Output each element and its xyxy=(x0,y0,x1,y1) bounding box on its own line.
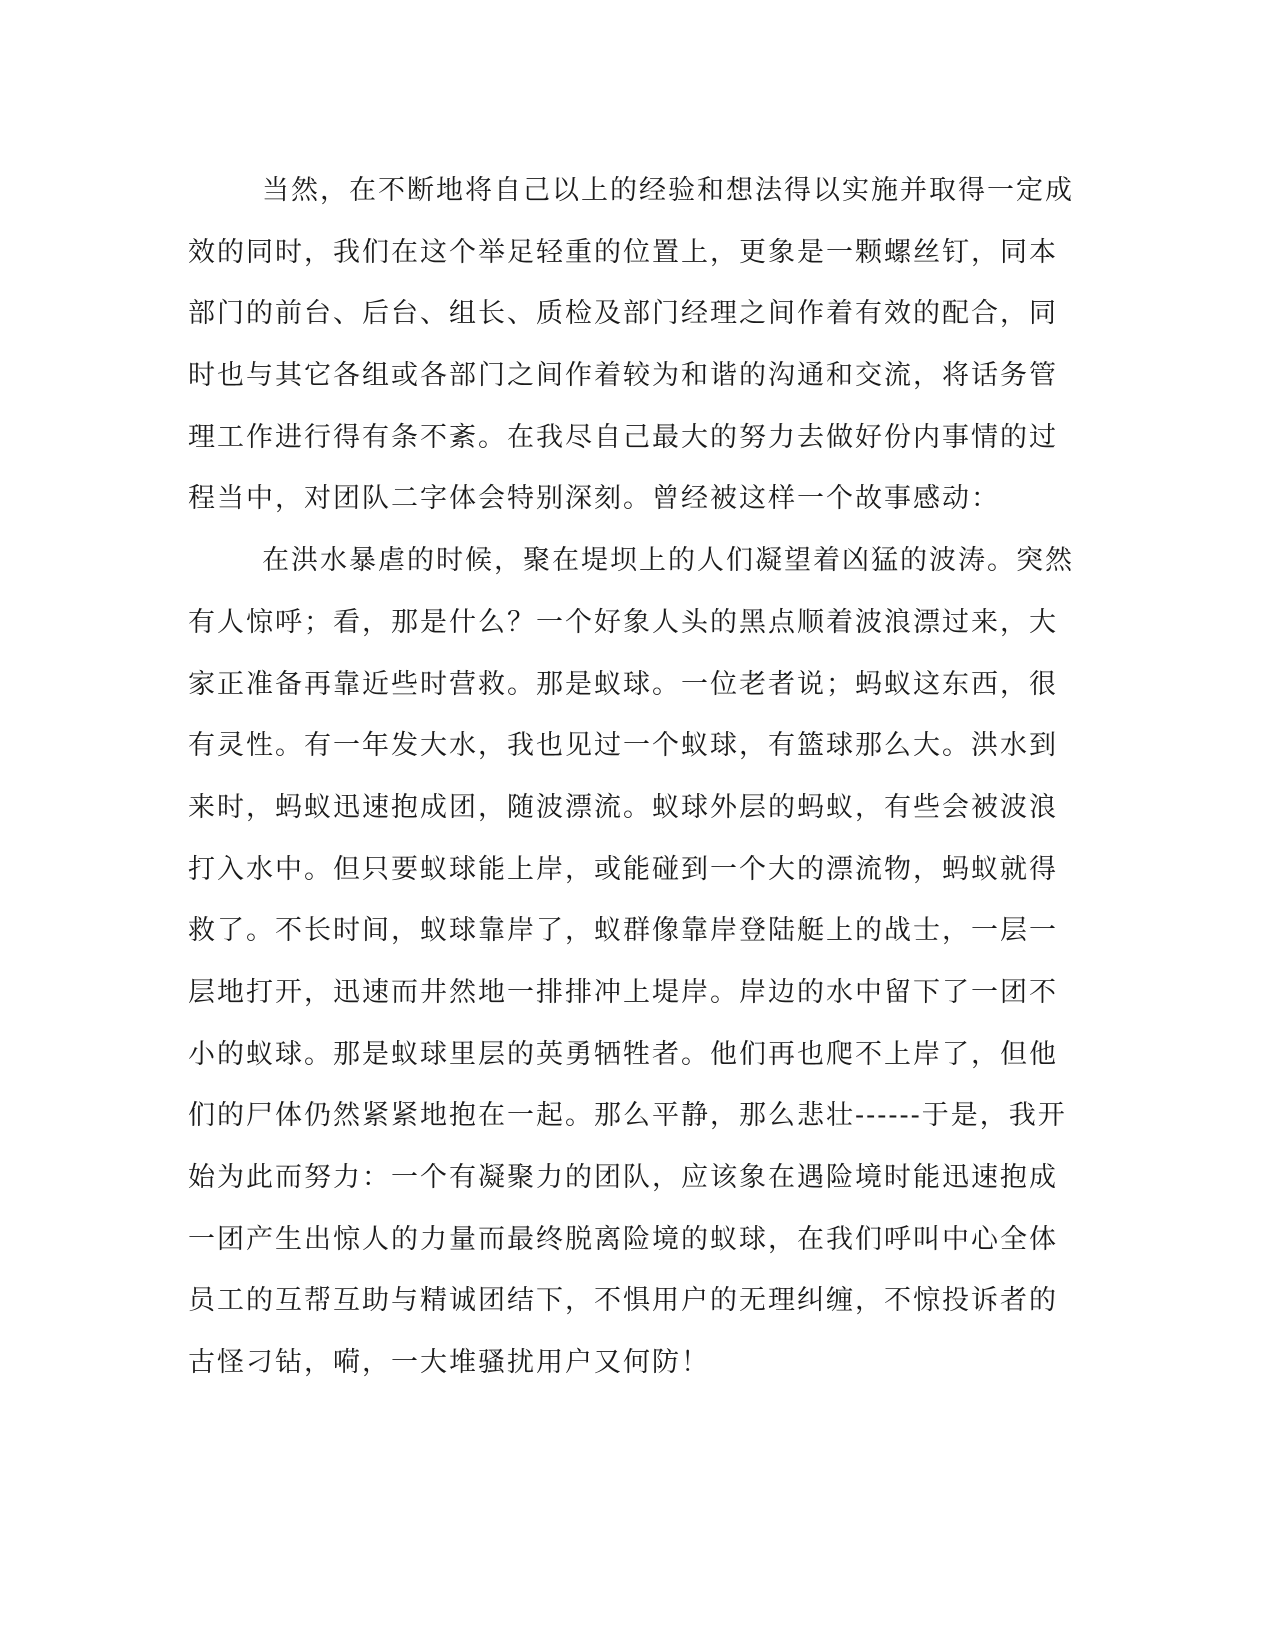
text-line: 效的同时，我们在这个举足轻重的位置上，更象是一颗螺丝钉，同本 xyxy=(188,236,1058,268)
text-line: 来时，蚂蚁迅速抱成团，随波漂流。蚁球外层的蚂蚁，有些会被波浪 xyxy=(188,791,1058,823)
text-line: 一团产生出惊人的力量而最终脱离险境的蚁球，在我们呼叫中心全体 xyxy=(188,1223,1058,1255)
text-line: 打入水中。但只要蚁球能上岸，或能碰到一个大的漂流物，蚂蚁就得 xyxy=(188,853,1058,885)
text-line: 小的蚁球。那是蚁球里层的英勇牺牲者。他们再也爬不上岸了，但他 xyxy=(188,1038,1058,1070)
text-line: 时也与其它各组或各部门之间作着较为和谐的沟通和交流，将话务管 xyxy=(188,360,1058,392)
text-line: 始为此而努力：一个有凝聚力的团队，应该象在遇险境时能迅速抱成 xyxy=(188,1162,1058,1193)
paragraph-1 xyxy=(188,160,1074,530)
text-line: 在洪水暴虐的时候，聚在堤坝上的人们凝望着凶猛的波涛。突然 xyxy=(262,545,1074,577)
text-line: 古怪刁钻，嗬，一大堆骚扰用户又何防！ xyxy=(188,1347,710,1379)
text-line: 有灵性。有一年发大水，我也见过一个蚁球，有篮球那么大。洪水到 xyxy=(188,730,1058,762)
text-line: 层地打开，迅速而井然地一排排冲上堤岸。岸边的水中留下了一团不 xyxy=(188,976,1058,1008)
text-line: 当然，在不断地将自己以上的经验和想法得以实施并取得一定成 xyxy=(262,175,1074,206)
text-line: 家正准备再靠近些时营救。那是蚁球。一位老者说；蚂蚁这东西，很 xyxy=(188,668,1058,700)
text-line: 员工的互帮互助与精诚团结下，不惧用户的无理纠缠，不惊投诉者的 xyxy=(188,1285,1058,1317)
text-line: 部门的前台、后台、组长、质检及部门经理之间作着有效的配合，同 xyxy=(188,298,1058,330)
text-line: 有人惊呼；看，那是什么？一个好象人头的黑点顺着波浪漂过来，大 xyxy=(188,606,1058,638)
document-body xyxy=(188,160,1074,1394)
paragraph-2 xyxy=(188,530,1074,1394)
text-line: 们的尸体仍然紧紧地抱在一起。那么平静，那么悲壮------于是，我开 xyxy=(188,1100,1067,1132)
text-line: 理工作进行得有条不紊。在我尽自己最大的努力去做好份内事情的过 xyxy=(188,421,1058,453)
text-line: 救了。不长时间，蚁球靠岸了，蚁群像靠岸登陆艇上的战士，一层一 xyxy=(188,915,1058,947)
text-line: 程当中，对团队二字体会特别深刻。曾经被这样一个故事感动： xyxy=(188,483,1000,515)
